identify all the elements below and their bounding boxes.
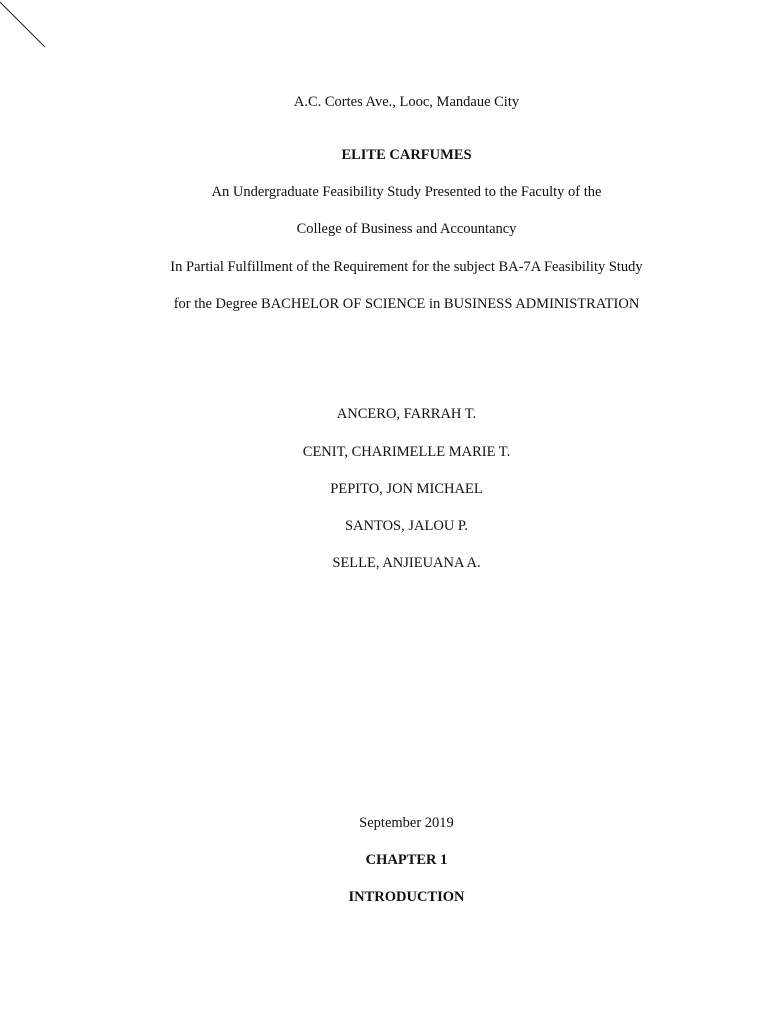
- subtitle-line-1: An Undergraduate Feasibility Study Presented to the Faculty of the: [211, 184, 602, 200]
- subtitle-line-4: for the Degree BACHELOR OF SCIENCE in BUSINESS ADMINISTRATION: [173, 296, 640, 312]
- author-name: CENIT, CHARIMELLE MARIE T.: [302, 444, 511, 460]
- author-name: ANCERO, FARRAH T.: [336, 406, 477, 422]
- author-name: PEPITO, JON MICHAEL: [330, 481, 483, 497]
- document-title: ELITE CARFUMES: [341, 147, 472, 163]
- address-line: A.C. Cortes Ave., Looc, Mandaue City: [293, 94, 520, 110]
- author-name: SELLE, ANJIEUANA A.: [332, 555, 481, 571]
- document-date: September 2019: [359, 815, 454, 831]
- author-name: SANTOS, JALOU P.: [344, 518, 468, 534]
- subtitle-line-2: College of Business and Accountancy: [296, 221, 517, 237]
- chapter-title: INTRODUCTION: [348, 889, 465, 905]
- corner-crop-mark: [0, 0, 50, 50]
- chapter-heading: CHAPTER 1: [365, 852, 448, 868]
- subtitle-line-3: In Partial Fulfillment of the Requirement for the subject BA-7A Feasibility Study: [170, 259, 643, 275]
